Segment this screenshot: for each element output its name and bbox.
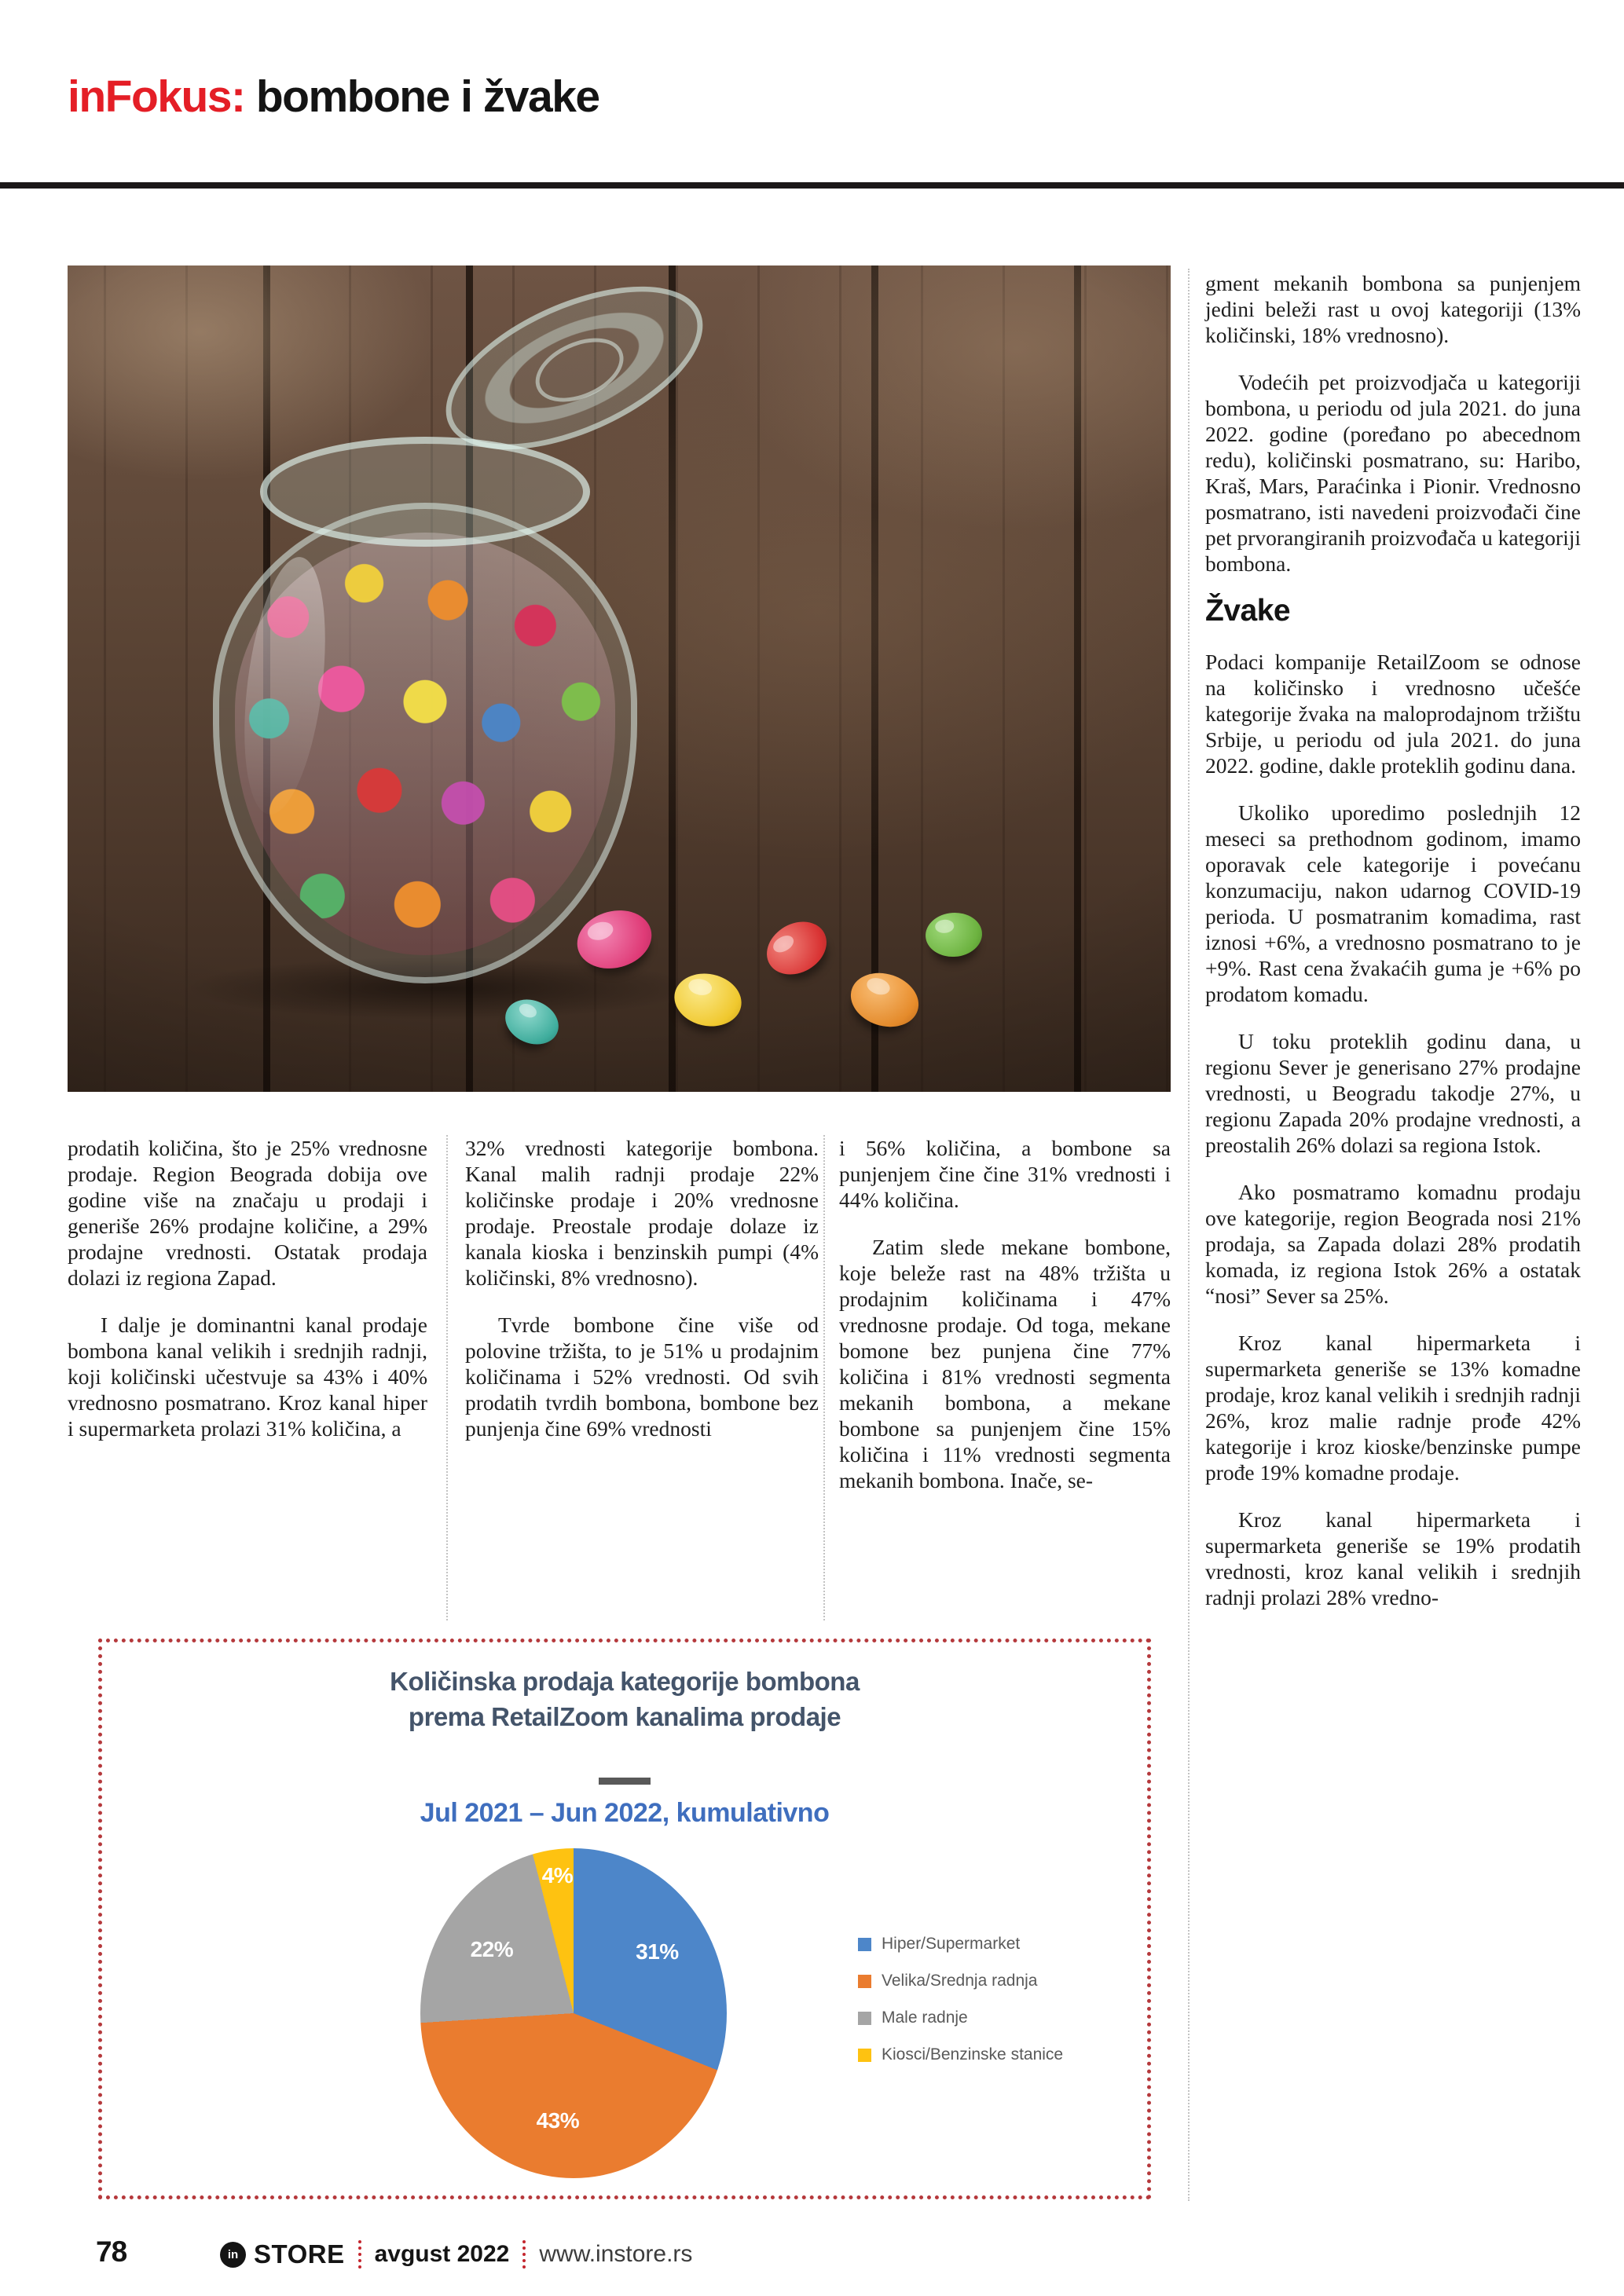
paragraph: i 56% količina, a bombone sa punjenjem čine čine 31% vrednosti i 44% količina. [839, 1136, 1171, 1212]
footer-brand-name: STORE [254, 2239, 345, 2269]
photo-vignette [68, 265, 1171, 1092]
legend-label: Hiper/Supermarket [882, 1935, 1021, 1953]
paragraph: Ukoliko uporedimo poslednjih 12 meseci sa prethodnom godinom, imamo oporavak cele kategorije i povećanu konzumaciju, nakon udarnog COVID-19 perioda. U posmatranim komadima, rast iznosi +6%, a vrednosno posmatrano to je +9%. Rast cena žvakaćih guma je +6% po prodatom komadu. [1205, 800, 1581, 1006]
header-rule [0, 182, 1624, 189]
article-column-1 [68, 1135, 427, 1463]
footer-issue: avgust 2022 [374, 2241, 510, 2267]
paragraph: Tvrde bombone čine više od polovine tržišta, to je 51% u prodajnim količinama i 52% vrednosti. Od svih prodatih tvrdih bombona, bombone bez punjenja čine 69% vrednosti [465, 1313, 819, 1441]
article-column-2 [465, 1135, 819, 1463]
legend-swatch [858, 1938, 871, 1951]
legend-item [858, 2045, 1063, 2064]
page-footer [0, 2232, 1624, 2276]
footer-website: www.instore.rs [539, 2241, 693, 2267]
chart-box [98, 1639, 1151, 2199]
legend-swatch [858, 2012, 871, 2025]
page-title-brand: inFokus: [68, 71, 245, 122]
footer-separator [358, 2240, 361, 2269]
legend-item [858, 1935, 1063, 1954]
legend-label: Kiosci/Benzinske stanice [882, 2045, 1064, 2063]
candy-jar-photo [68, 265, 1171, 1092]
paragraph: Kroz kanal hipermarketa i supermarketa generiše se 13% komadne prodaje, kroz kanal velikih i srednjih radnji 26%, kroz malie radnje prođe 42% kategorije i kroz kioske/benzinske pumpe prođe 19% komadne prodaje. [1205, 1331, 1581, 1485]
column-divider [446, 1135, 448, 1620]
legend-swatch [858, 1975, 871, 1988]
chart-title [102, 1664, 1147, 1735]
paragraph: Ako posmatramo komadnu prodaju ove kategorije, region Beograda nosi 21% prodaja, sa Zapada dolazi 28% prodatih komada, iz regiona Istok 26% a ostatak “nosi” Sever sa 25%. [1205, 1180, 1581, 1308]
legend-label: Male radnje [882, 2009, 968, 2027]
legend-item [858, 1972, 1063, 1990]
section-heading-zvake: Žvake [1205, 594, 1291, 628]
paragraph: Podaci kompanije RetailZoom se odnose na količinsko i vrednosno učešće kategorije žvaka na maloprodajnom tržištu Srbije, u periodu od jula 2021. do juna 2022. godine, dakle proteklih godinu dana. [1205, 650, 1581, 778]
paragraph: Zatim slede mekane bombone, koje beleže rast na 48% tržišta u prodajnim količinama i 47% vrednosne prodaje. Od toga, mekane bomone bez punjena čine 77% količina i 81% vrednosti segmenta mekanih bombona, a mekane bombone sa punjenjem čine 15% količina i 11% vrednosti segmenta mekanih bombona. Inače, se- [839, 1235, 1171, 1492]
legend-swatch [858, 2049, 871, 2062]
footer-separator [522, 2240, 526, 2269]
paragraph: 32% vrednosti kategorije bombona. Kanal malih radnji prodaje 22% količinske prodaje i 20% vrednosne prodaje. Preostale prodaje dolaze iz kanala kioska i benzinskih pumpi (4% količinski, 8% vrednosno). [465, 1136, 819, 1290]
article-column-4 [1205, 270, 1581, 1631]
paragraph: gment mekanih bombona sa punjenjem jedini beleži rast u ovoj kategoriji (13% količinski, 18% vrednosno). [1205, 271, 1581, 347]
paragraph: Vodećih pet proizvodjača u kategoriji bombona, u periodu od jula 2021. do juna 2022. godine (poređano po abecednom redu), količinski posmatrano, su: Haribo, Kraš, Mars, Paraćinka i Pionir. Vrednosno posmatrano, isti navedeni proizvođači čine pet prvorangiranih proizvođača u kategoriji bombona. [1205, 370, 1582, 576]
pie-slice-label: 4% [541, 1862, 574, 1888]
page-title [68, 71, 599, 123]
pie-slice-label: 31% [636, 1939, 679, 1965]
pie-slice-label: 22% [470, 1936, 514, 1961]
legend-label: Velika/Srednja radnja [882, 1972, 1038, 1990]
pie-chart [420, 1848, 727, 2178]
footer-brand [220, 2232, 692, 2276]
paragraph: prodatih količina, što je 25% vrednosne prodaje. Region Beograda dobija ove godine više na značaju u prodaji i generiše 26% prodajne količine, a 29% prodajne vrednosti. Ostatak prodaja dolazi iz regiona Zapad. [68, 1136, 427, 1290]
chart-title-line2: prema RetailZoom kanalima prodaje [408, 1701, 841, 1731]
paragraph: Kroz kanal hipermarketa i supermarketa generiše se 19% prodatih vrednosti, kroz kanal velikih i srednjih radnji prolazi 28% vredno- [1205, 1507, 1581, 1609]
article-column-3 [839, 1135, 1171, 1514]
chart-subtitle: Jul 2021 – Jun 2022, kumulativno [420, 1798, 830, 1828]
chart-title-line1: Količinska prodaja kategorije bombona [390, 1667, 860, 1696]
chart-title-dash [599, 1778, 651, 1785]
pie-slice-label: 43% [536, 2107, 580, 2133]
legend-item [858, 2009, 1063, 2027]
chart-legend [858, 1935, 1063, 2064]
paragraph: I dalje je dominantni kanal prodaje bombona kanal velikih i srednjih radnji, koji količinski učestvuje sa 43% i 40% vrednosno posmatrano. Kroz kanal hiper i supermarketa prolazi 31% količina, a [68, 1313, 427, 1441]
column-divider [823, 1135, 825, 1620]
column-divider [1188, 269, 1190, 2201]
paragraph: U toku proteklih godinu dana, u regionu Sever je generisano 27% prodajne vrednosti, u Beogradu takodje 27%, u regionu Zapada 20% prodajne vrednosti, a preostalih 26% dolazi sa regiona Istok. [1205, 1029, 1581, 1157]
page-number: 78 [96, 2236, 127, 2268]
page-title-topic: bombone i žvake [244, 71, 599, 122]
instore-logo-icon: in [220, 2242, 246, 2268]
